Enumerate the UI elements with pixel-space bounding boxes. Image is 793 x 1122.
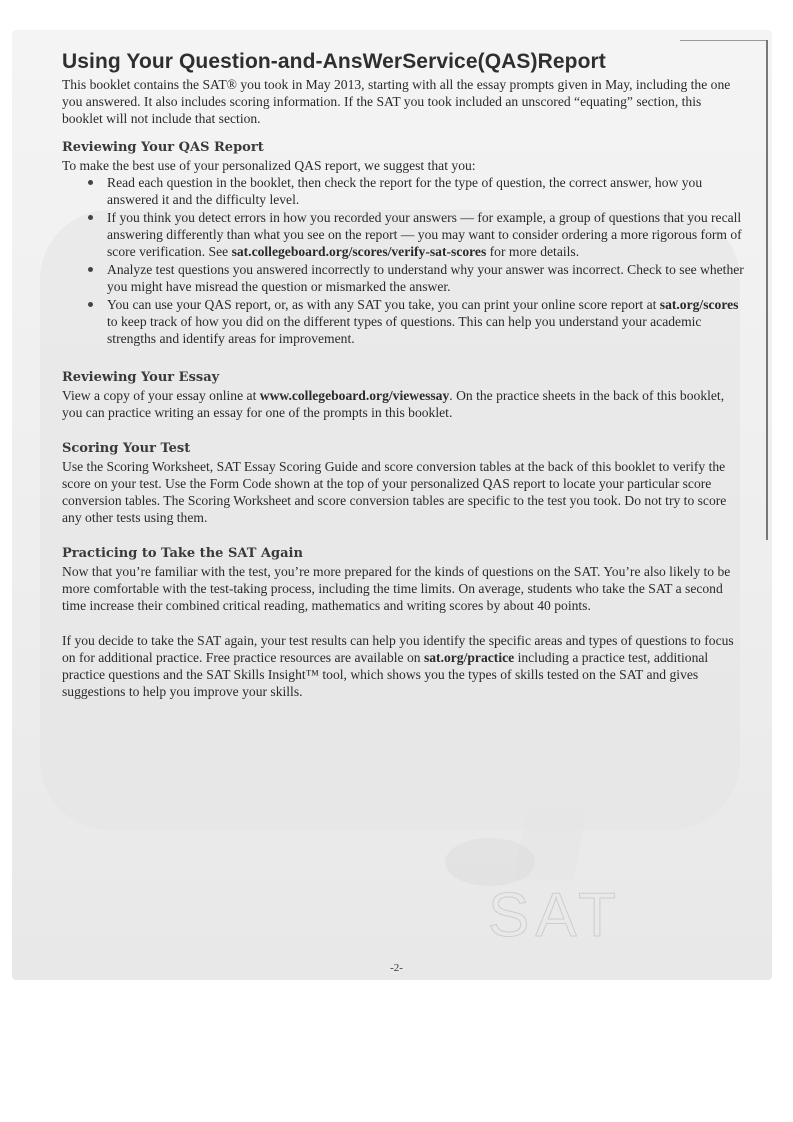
section-paragraph: If you decide to take the SAT again, your test results can help you identify the specific areas and types of questions to focus on for additional practice. Free practice resources are available on sat.org/practice including a practice test, additional practice questions and the SAT Skills Insight™ tool, which shows you the types of skills tested on the SAT and gives suggestions to help you improve your skills. bbox=[62, 633, 734, 699]
section-reviewing-report bbox=[62, 139, 744, 347]
section-heading: Practicing to Take the SAT Again bbox=[62, 546, 303, 561]
intro-paragraph: This booklet contains the SAT® you took in May 2013, starting with all the essay prompts given in May, including the one you answered. It also includes scoring information. If the SAT you took included an unscored “equating” section, this booklet will not include that section. bbox=[62, 77, 731, 126]
section-reviewing-essay bbox=[62, 369, 744, 421]
section-paragraph: Now that you’re familiar with the test, you’re more prepared for the kinds of questions on the SAT. You’re also likely to be more comfortable with the test-taking process, including the time limits. On average, students who take the SAT a second time increase their combined critical reading, mathematics and writing scores by about 40 points. bbox=[62, 564, 731, 613]
bullet-icon bbox=[88, 180, 93, 185]
page-number: -2- bbox=[390, 962, 403, 974]
page-title: Using Your Question-and-AnsWerService(QAS)Report bbox=[62, 50, 606, 73]
bleed-through-sat-logo: SAT bbox=[488, 881, 622, 950]
verify-scores-link[interactable]: sat.collegeboard.org/scores/verify-sat-scores bbox=[231, 244, 487, 259]
page-edge-line-vertical bbox=[766, 40, 768, 540]
bullet-icon bbox=[88, 302, 93, 307]
bullet-list bbox=[62, 174, 744, 347]
section-lead: To make the best use of your personalized QAS report, we suggest that you: bbox=[62, 158, 476, 173]
section-heading: Reviewing Your QAS Report bbox=[62, 140, 264, 155]
bullet-icon bbox=[88, 267, 93, 272]
list-item: Read each question in the booklet, then check the report for the type of question, the correct answer, how you answered it and the difficulty level. bbox=[107, 174, 744, 208]
view-essay-link[interactable]: www.collegeboard.org/viewessay bbox=[259, 388, 450, 403]
bleed-through-logo bbox=[445, 838, 535, 886]
section-paragraph: View a copy of your essay online at www.collegeboard.org/viewessay. On the practice sheets in the back of this booklet, you can practice writing an essay for one of the prompts in this booklet. bbox=[62, 388, 725, 420]
list-item: If you think you detect errors in how you recorded your answers — for example, a group of questions that you recall answering differently than what you see on the report — you may want to consider ordering a more rigorous form of score verification. See sat.collegeboard.org/scores/verify-sat-scores for more details. bbox=[107, 209, 744, 260]
list-item: You can use your QAS report, or, as with any SAT you take, you can print your online score report at sat.org/scores to keep track of how you did on the different types of questions. This can help you understand your academic strengths and identify areas for improvement. bbox=[107, 296, 744, 347]
document-content bbox=[62, 50, 744, 700]
section-paragraph: Use the Scoring Worksheet, SAT Essay Scoring Guide and score conversion tables at the back of this booklet to verify the score on your test. Use the Form Code shown at the top of your personalized QAS report to locate your particular score conversion tables. The Scoring Worksheet and score conversion tables are specific to the test you took. Do not try to score any other tests using them. bbox=[62, 459, 727, 525]
scores-link[interactable]: sat.org/scores bbox=[659, 297, 739, 312]
page-edge-line bbox=[680, 40, 768, 41]
section-scoring bbox=[62, 440, 744, 526]
section-heading: Reviewing Your Essay bbox=[62, 370, 220, 385]
list-item: Analyze test questions you answered incorrectly to understand why your answer was incorrect. Check to see whether you might have misread the question or mismarked the answer. bbox=[107, 261, 744, 295]
section-practicing bbox=[62, 545, 744, 700]
bullet-icon bbox=[88, 215, 93, 220]
section-heading: Scoring Your Test bbox=[62, 441, 191, 456]
practice-link[interactable]: sat.org/practice bbox=[423, 650, 515, 665]
